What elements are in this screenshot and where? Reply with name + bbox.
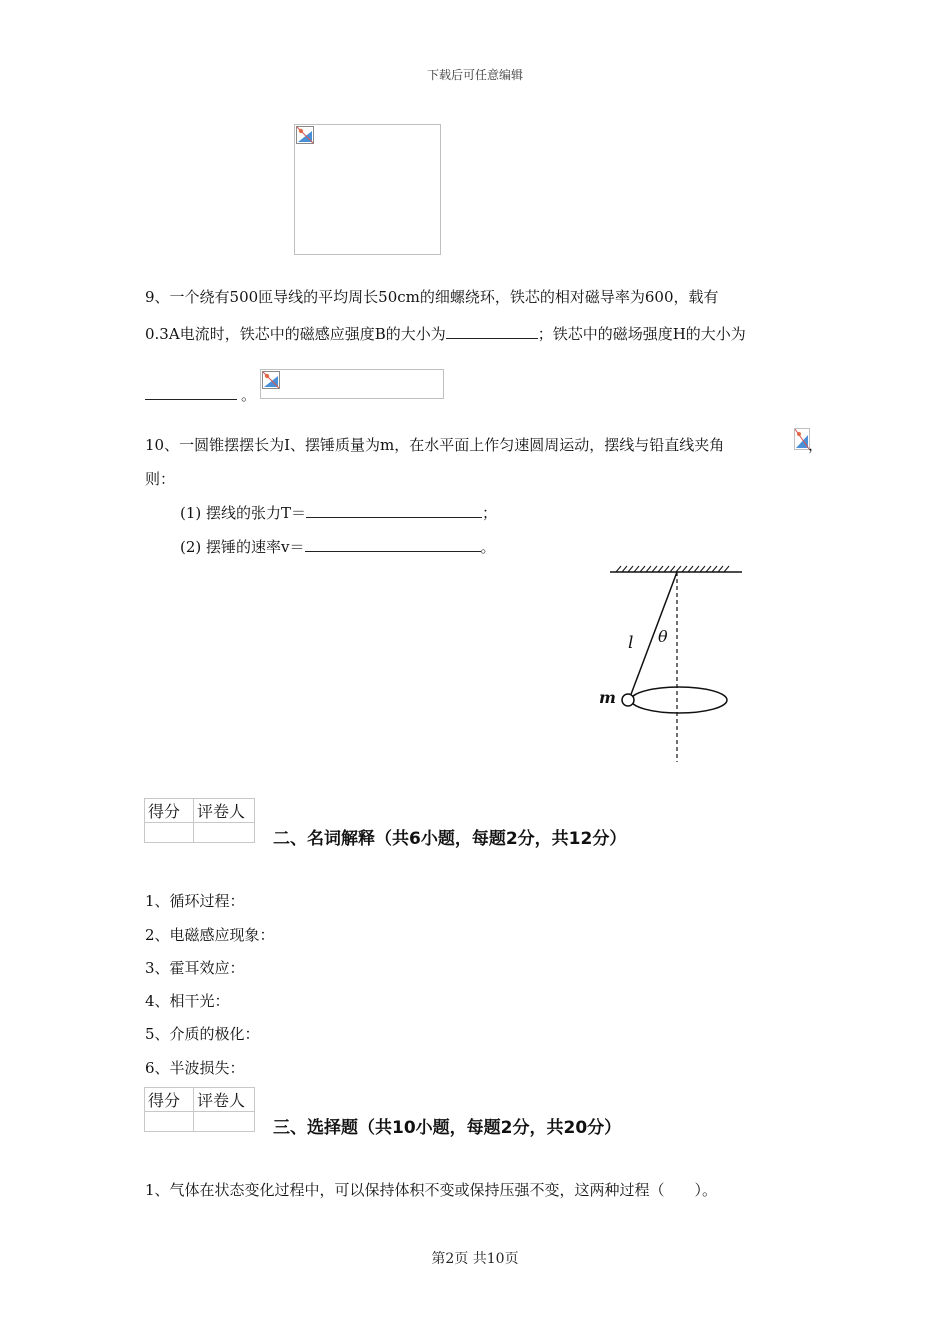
q10-blank-speed[interactable] [305, 537, 481, 552]
q10-sub1 [180, 502, 497, 523]
q10-sub1-label: (1) 摆线的张力T＝ [180, 504, 307, 522]
section2-item-1: 1、循环过程： [145, 892, 245, 910]
page-footer: 第2页 共10页 [431, 1251, 519, 1267]
length-label: l [628, 633, 634, 653]
mass-label: m [599, 688, 616, 707]
image-placeholder-q9 [260, 369, 444, 399]
q10-line2: 则： [145, 470, 176, 488]
grader-cell[interactable] [194, 1112, 255, 1132]
section2-item-3: 3、霍耳效应： [145, 959, 245, 977]
q9-blank-h[interactable] [145, 385, 237, 400]
q9-line1: 9、一个绕有500匝导线的平均周长50cm的细螺绕环，铁芯的相对磁导率为600，载有 [145, 288, 719, 306]
q10-line1 [145, 434, 724, 455]
score-label: 得分 [145, 1088, 194, 1112]
q9-line3 [145, 384, 256, 405]
score-table-section2 [144, 798, 255, 843]
angle-label: θ [658, 627, 668, 646]
conical-pendulum-figure [590, 560, 750, 765]
section2-item-2: 2、电磁感应现象： [145, 926, 275, 944]
ceiling-hatch [616, 566, 729, 572]
broken-image-icon [296, 126, 314, 144]
q10-sub1-end: ； [482, 504, 498, 522]
pendulum-string [630, 572, 677, 697]
q9-blank-b[interactable] [446, 324, 538, 339]
q10-sub2-end: 。 [480, 538, 496, 556]
score-cell[interactable] [145, 1112, 194, 1132]
broken-image-icon [262, 371, 280, 389]
score-table-section3 [144, 1087, 255, 1132]
q10-line1-end: ， [808, 436, 824, 454]
section2-item-4: 4、相干光： [145, 992, 230, 1010]
grader-label: 评卷人 [194, 1088, 255, 1112]
section3-q1: 1、气体在状态变化过程中，可以保持体积不变或保持压强不变，这两种过程（ ）。 [145, 1181, 718, 1199]
q9-line3-end: 。 [241, 386, 257, 404]
section3-title: 三、选择题（共10小题，每题2分，共20分） [273, 1118, 622, 1138]
section2-item-6: 6、半波损失： [145, 1059, 245, 1077]
q9-line2-text-a: 0.3A电流时，铁芯中的磁感应强度B的大小为 [145, 325, 446, 343]
q10-sub2-label: (2) 摆锤的速率v＝ [180, 538, 305, 556]
q9-line2 [145, 323, 746, 344]
q10-sub2 [180, 536, 496, 557]
broken-image-icon [795, 429, 809, 449]
q9-line2-text-b: ；铁芯中的磁场强度H的大小为 [537, 325, 746, 343]
page-header: 下载后可任意编辑 [426, 68, 523, 82]
pendulum-bob [622, 694, 634, 706]
grader-label: 评卷人 [194, 799, 255, 823]
circular-path [631, 687, 727, 713]
q10-blank-tension[interactable] [306, 503, 482, 518]
section2-title: 二、名词解释（共6小题，每题2分，共12分） [273, 829, 627, 849]
score-cell[interactable] [145, 823, 194, 843]
section2-item-5: 5、介质的极化： [145, 1025, 260, 1043]
score-label: 得分 [145, 799, 194, 823]
grader-cell[interactable] [194, 823, 255, 843]
image-placeholder-top [294, 124, 441, 255]
q10-line1-text: 10、一圆锥摆摆长为I、摆锤质量为m，在水平面上作匀速圆周运动，摆线与铅直线夹角 [145, 436, 725, 454]
